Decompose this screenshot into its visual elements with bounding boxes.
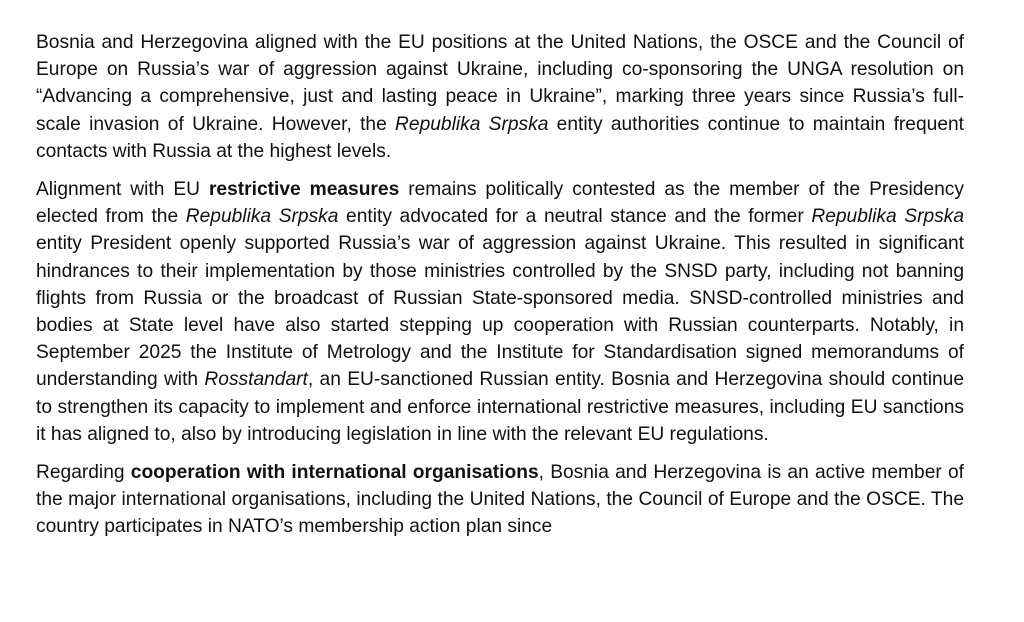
- bold-term-restrictive-measures: restrictive measures: [208, 179, 400, 201]
- paragraph-international-organisations: [36, 459, 964, 541]
- text-segment: , Bosnia and Herzegovina is an active member of the major international organisations, including the United Nations, the Council of Europe and the OSCE. The country participates in NATO’s membership action plan since: [36, 462, 964, 538]
- italic-term-republika-srpska: Republika Srpska: [811, 206, 965, 228]
- text-segment: Regarding: [36, 462, 131, 484]
- paragraph-eu-alignment-ukraine: [36, 29, 964, 165]
- text-segment: , an EU-sanctioned Russian entity. Bosnia and Herzegovina should continue to strengthen its capacity to implement and enforce international restrictive measures, including EU sanctions it has aligned to, also by introducing legislation in line with the relevant EU regulations.: [36, 369, 964, 445]
- text-segment: Alignment with EU: [36, 179, 209, 201]
- paragraph-restrictive-measures: [36, 176, 964, 448]
- text-segment: entity authorities continue to maintain frequent contacts with Russia at the highest levels.: [36, 113, 964, 162]
- text-segment: entity advocated for a neutral stance and the former: [338, 206, 812, 228]
- italic-term-republika-srpska: Republika Srpska: [395, 113, 549, 135]
- italic-term-rosstandart: Rosstandart: [204, 369, 308, 391]
- document-body: [36, 29, 964, 552]
- italic-term-republika-srpska: Republika Srpska: [185, 206, 339, 228]
- text-segment: Bosnia and Herzegovina aligned with the EU positions at the United Nations, the OSCE and the Council of Europe on Russia’s war of aggression against Ukraine, including co-sponsoring the UNGA resolution on “Advancing a comprehensive, just and lasting peace in Ukraine”, marking three years since Russia’s full-scale invasion of Ukraine. However, the: [36, 32, 964, 135]
- text-segment: entity President openly supported Russia’s war of aggression against Ukraine. This resulted in significant hindrances to their implementation by those ministries controlled by the SNSD party, including not banning flights from Russia or the broadcast of Russian State-sponsored media. SNSD-controlled ministries and bodies at State level have also started stepping up cooperation with Russian counterparts. Notably, in September 2025 the Institute of Metrology and the Institute for Standardisation signed memorandums of understanding with: [36, 233, 964, 391]
- bold-term-cooperation-international-organisations: cooperation with international organisations: [130, 462, 539, 484]
- text-segment: remains politically contested as the member of the Presidency elected from the: [36, 179, 964, 228]
